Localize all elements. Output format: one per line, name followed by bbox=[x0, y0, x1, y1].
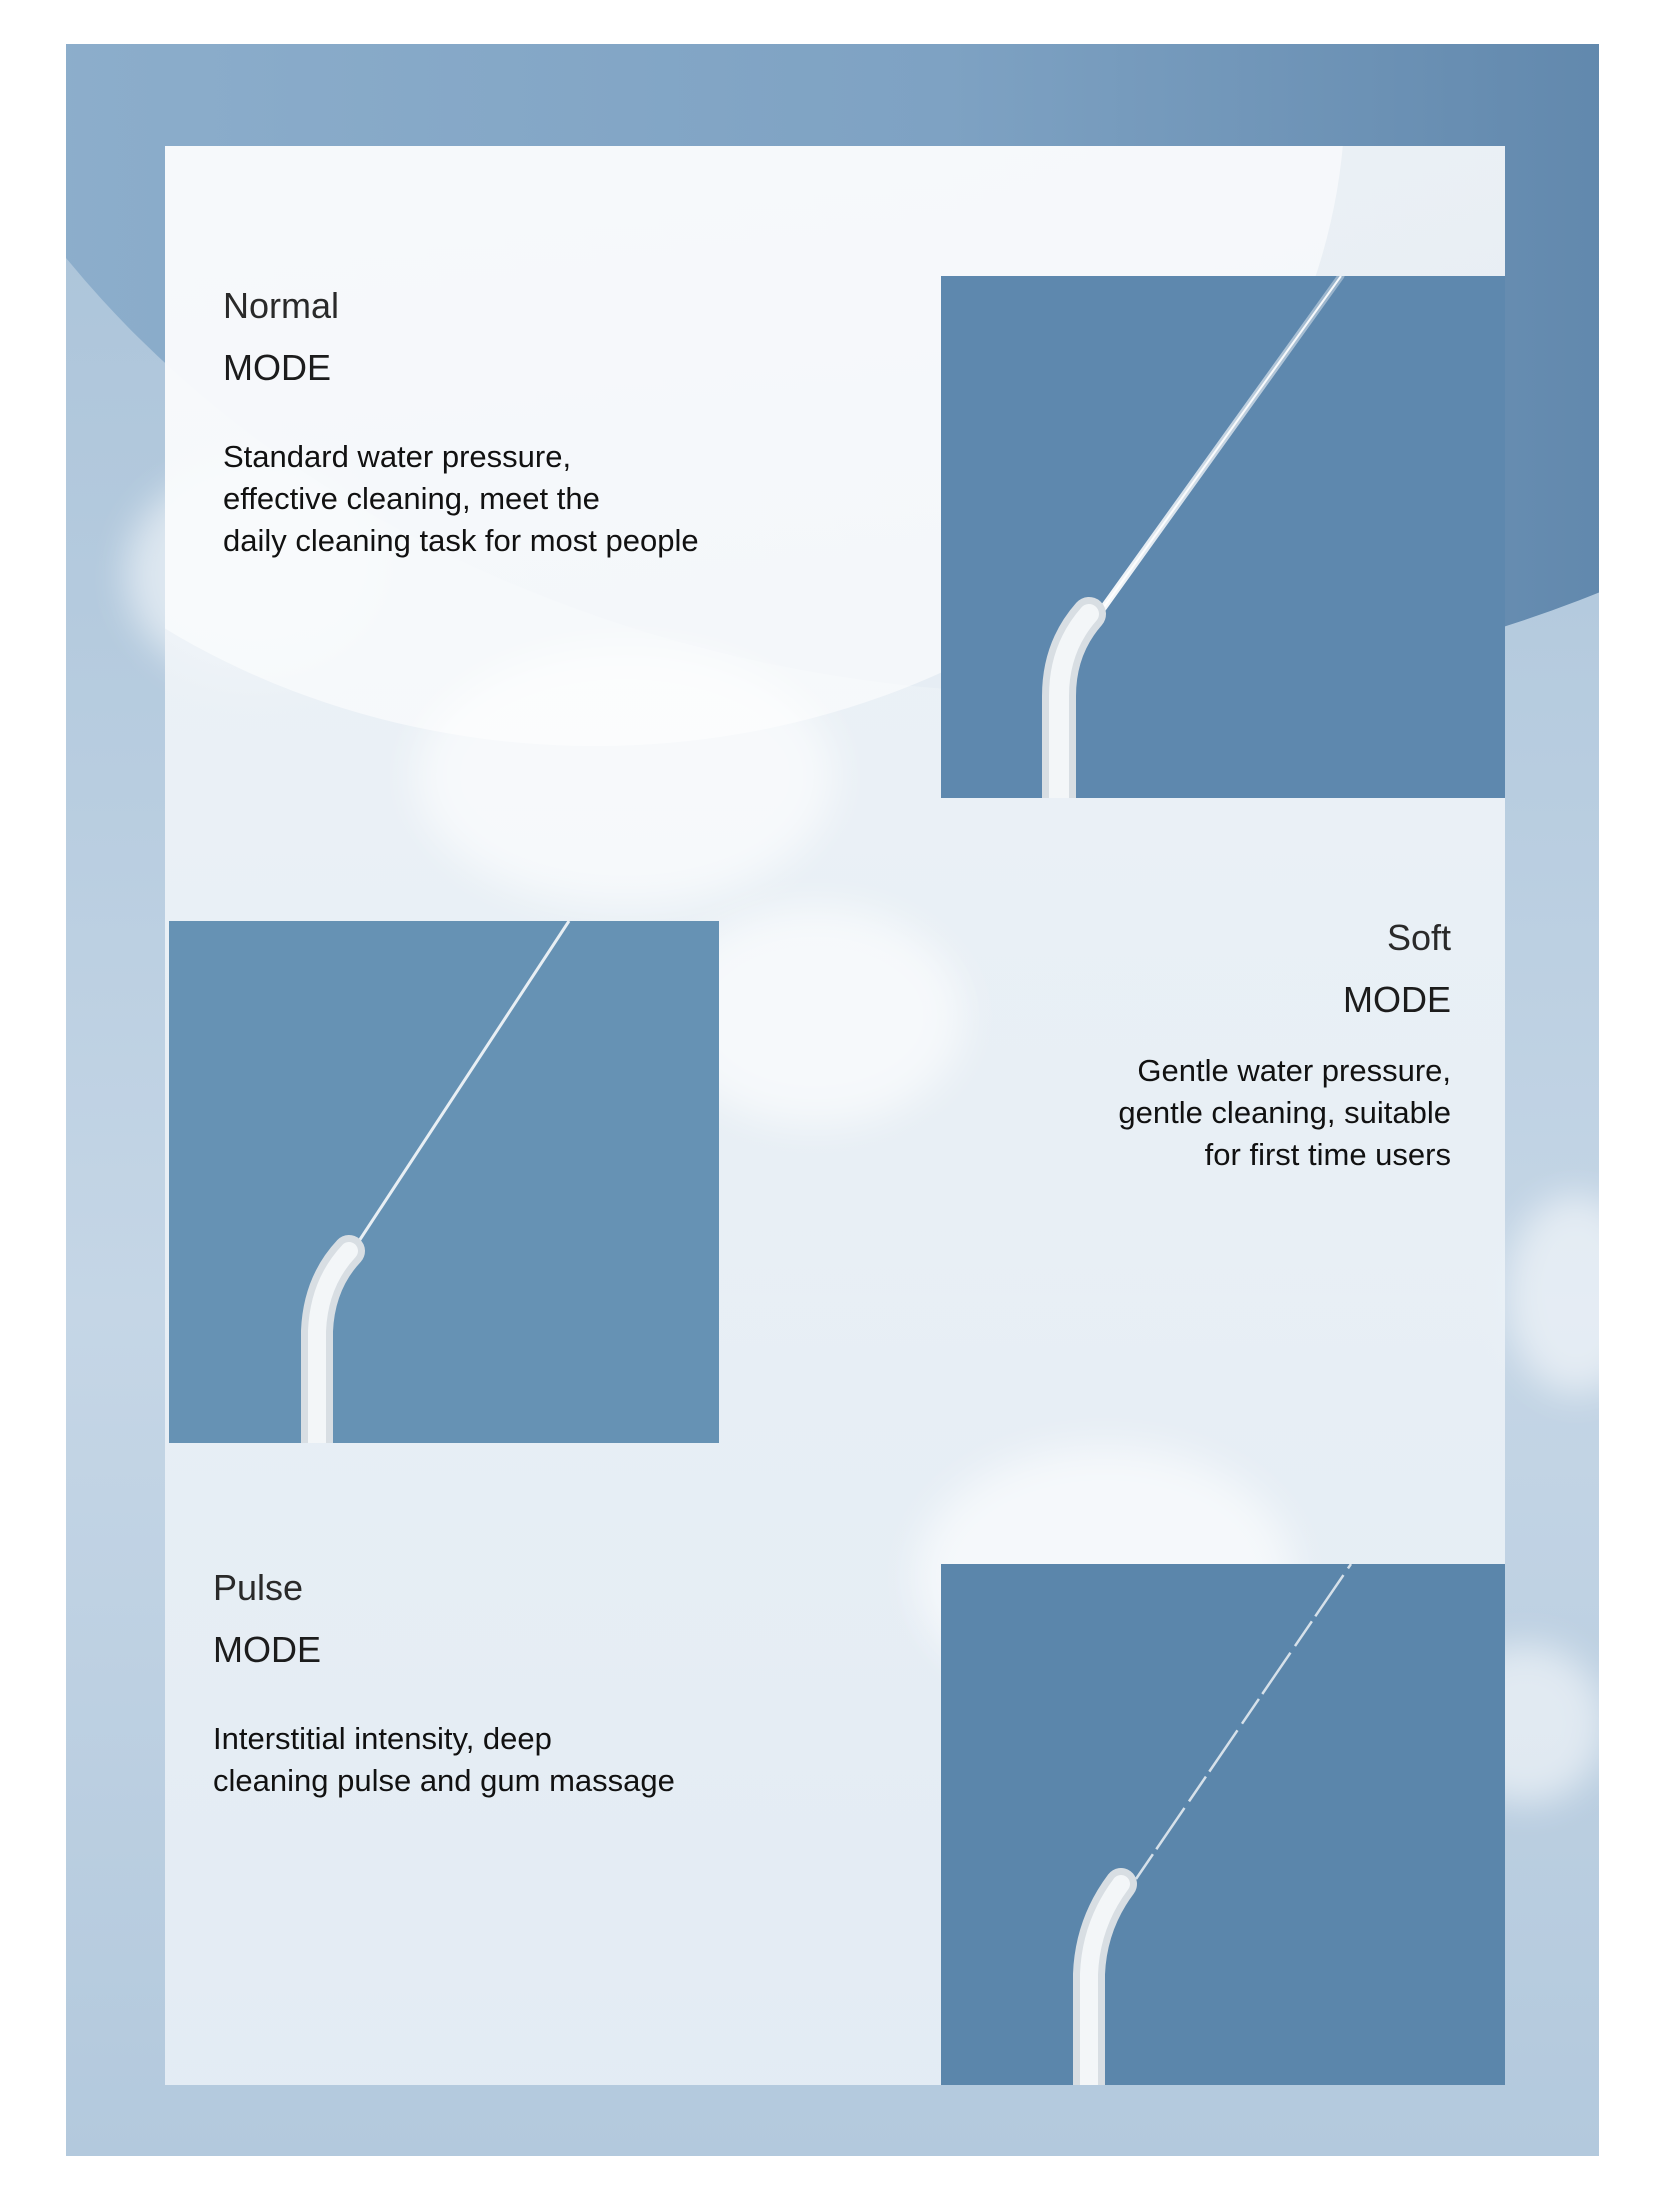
water-jet-nozzle-illustration bbox=[941, 276, 1505, 798]
description-line: daily cleaning task for most people bbox=[223, 523, 699, 558]
water-jet-nozzle-illustration bbox=[169, 921, 719, 1443]
mode-name: Normal bbox=[223, 285, 340, 326]
mode-normal bbox=[223, 285, 699, 562]
description-line: gentle cleaning, suitable bbox=[1118, 1095, 1451, 1130]
soft-mode-image bbox=[169, 921, 719, 1443]
water-jet-nozzle-illustration bbox=[941, 1564, 1505, 2085]
mode-description bbox=[223, 436, 699, 562]
background-bokeh bbox=[1506, 1194, 1599, 1394]
mode-description bbox=[1118, 1050, 1451, 1176]
mode-pulse bbox=[213, 1567, 675, 1802]
description-line: Gentle water pressure, bbox=[1137, 1053, 1451, 1088]
description-line: cleaning pulse and gum massage bbox=[213, 1763, 675, 1798]
mode-label: MODE bbox=[213, 1629, 321, 1670]
panel-haze bbox=[415, 646, 835, 906]
mode-name: Pulse bbox=[213, 1567, 304, 1608]
mode-description bbox=[213, 1718, 675, 1802]
mode-name: Soft bbox=[1386, 917, 1451, 958]
normal-mode-image bbox=[941, 276, 1505, 798]
mode-label: MODE bbox=[223, 347, 331, 388]
description-line: effective cleaning, meet the bbox=[223, 481, 600, 516]
mode-soft bbox=[1118, 917, 1451, 1176]
description-line: Interstitial intensity, deep bbox=[213, 1721, 552, 1756]
mode-label: MODE bbox=[1343, 979, 1451, 1020]
pulse-mode-image bbox=[941, 1564, 1505, 2085]
description-line: Standard water pressure, bbox=[223, 439, 572, 474]
description-line: for first time users bbox=[1204, 1137, 1451, 1172]
